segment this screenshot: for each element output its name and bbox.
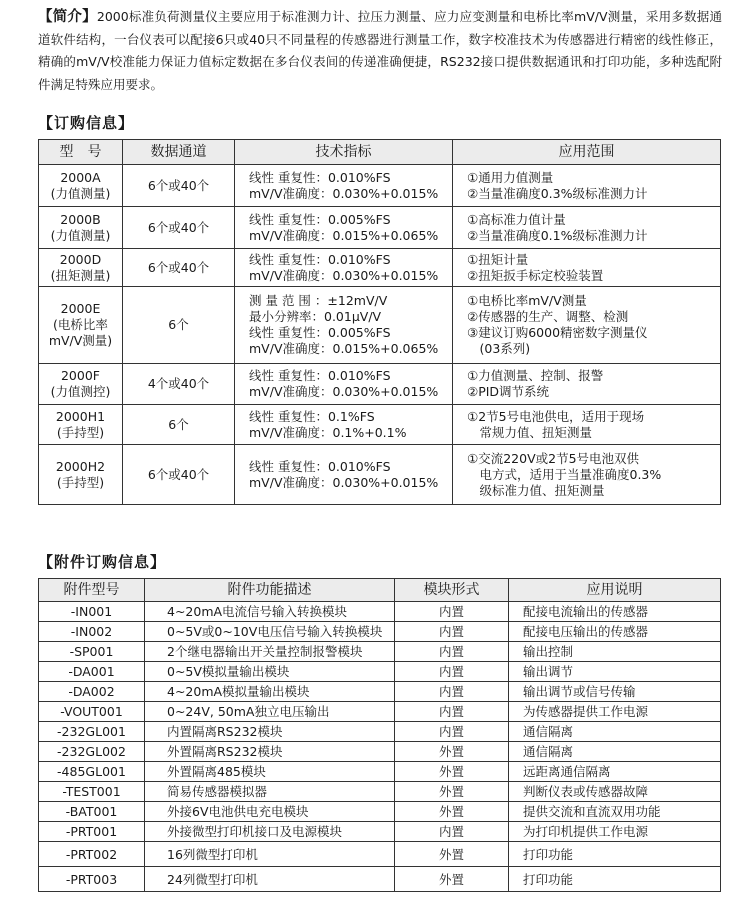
accessory-model-cell: -IN002 — [39, 622, 145, 642]
accessory-desc-cell: 外置隔离RS232模块 — [145, 742, 395, 762]
order-row — [39, 165, 721, 207]
usage-cell: 输出调节 — [509, 662, 721, 682]
spec-cell — [235, 165, 453, 207]
model-cell-line: (电桥比率 — [53, 317, 108, 332]
spec-cell — [235, 207, 453, 249]
header-accessory-model: 附件型号 — [39, 579, 145, 602]
module-form-cell: 内置 — [395, 662, 509, 682]
channels-cell: 6个或40个 — [123, 165, 235, 207]
spec-cell-line: 线性 重复性：0.1%FS — [249, 408, 375, 424]
application-cell — [453, 405, 721, 445]
order-table — [38, 139, 721, 505]
model-cell-line: 2000B — [60, 211, 101, 227]
model-cell — [39, 364, 123, 405]
header-accessory-desc: 附件功能描述 — [145, 579, 395, 602]
module-form-cell: 内置 — [395, 822, 509, 842]
module-form-cell: 内置 — [395, 622, 509, 642]
accessory-desc-cell: 0~5V模拟量输出模块 — [145, 662, 395, 682]
spec-cell-line: 线性 重复性：0.005%FS — [249, 325, 391, 340]
spec-cell-line: mV/V准确度：0.030%+0.015% — [249, 267, 439, 283]
spec-cell-line: 线性 重复性：0.010%FS — [249, 169, 391, 185]
accessory-desc-cell: 外置隔离485模块 — [145, 762, 395, 782]
model-cell-line: mV/V测量) — [48, 333, 113, 348]
usage-cell: 为传感器提供工作电源 — [509, 702, 721, 722]
spec-cell-line: 测 量 范 围 ：±12mV/V — [249, 293, 388, 308]
model-cell-line: (力值测控) — [50, 384, 111, 399]
spec-cell — [235, 249, 453, 287]
accessory-model-cell: -232GL001 — [39, 722, 145, 742]
accessory-model-cell: -VOUT001 — [39, 702, 145, 722]
application-cell-line: ②当量准确度0.3%级标准测力计 — [467, 185, 648, 201]
accessory-row — [39, 822, 721, 842]
order-row — [39, 287, 721, 364]
accessory-desc-cell: 0~24V, 50mA独立电压输出 — [145, 702, 395, 722]
model-cell-line: 2000F — [60, 368, 100, 383]
application-cell-line: ①高标准力值计量 — [467, 211, 566, 227]
accessory-section-title: 【附件订购信息】 — [38, 553, 167, 571]
header-spec: 技术指标 — [235, 140, 453, 165]
accessory-desc-cell: 16列微型打印机 — [145, 842, 395, 867]
accessory-model-cell: -PRT001 — [39, 822, 145, 842]
intro-paragraph — [38, 6, 722, 96]
accessory-table — [38, 578, 721, 892]
order-section-title: 【订购信息】 — [38, 114, 135, 132]
model-cell-line: 2000H1 — [55, 408, 106, 424]
accessory-row — [39, 867, 721, 892]
usage-cell: 配接电压输出的传感器 — [509, 622, 721, 642]
spec-cell — [235, 364, 453, 405]
header-usage: 应用说明 — [509, 579, 721, 602]
module-form-cell: 内置 — [395, 602, 509, 622]
model-cell-line: (手持型) — [56, 424, 105, 440]
header-module-form: 模块形式 — [395, 579, 509, 602]
accessory-header-row — [39, 579, 721, 602]
accessory-model-cell: -IN001 — [39, 602, 145, 622]
module-form-cell: 内置 — [395, 682, 509, 702]
spec-cell-line: mV/V准确度：0.030%+0.015% — [249, 185, 439, 201]
intro-tag: 【简介】 — [38, 9, 97, 25]
model-cell-line: 2000A — [60, 169, 101, 185]
accessory-desc-cell: 0~5V或0~10V电压信号输入转换模块 — [145, 622, 395, 642]
application-cell-line: 常规力值、扭矩测量 — [467, 424, 593, 440]
accessory-desc-cell: 24列微型打印机 — [145, 867, 395, 892]
model-cell-line: 2000E — [60, 301, 101, 316]
spec-cell-line: 最小分辨率：0.01μV/V — [249, 309, 382, 324]
accessory-desc-cell: 4~20mA电流信号输入转换模块 — [145, 602, 395, 622]
usage-cell: 输出控制 — [509, 642, 721, 662]
usage-cell: 判断仪表或传感器故障 — [509, 782, 721, 802]
application-cell-line: ③建议订购6000精密数字测量仪 — [467, 325, 648, 340]
usage-cell: 配接电流输出的传感器 — [509, 602, 721, 622]
order-row — [39, 445, 721, 505]
order-row — [39, 207, 721, 249]
module-form-cell: 外置 — [395, 867, 509, 892]
application-cell-line: ①通用力值测量 — [467, 169, 554, 185]
accessory-model-cell: -485GL001 — [39, 762, 145, 782]
accessory-desc-cell: 外接微型打印机接口及电源模块 — [145, 822, 395, 842]
header-application: 应用范围 — [453, 140, 721, 165]
application-cell-line: ①2节5号电池供电，适用于现场 — [467, 408, 645, 424]
order-row — [39, 249, 721, 287]
usage-cell: 为打印机提供工作电源 — [509, 822, 721, 842]
application-cell — [453, 287, 721, 364]
usage-cell: 远距离通信隔离 — [509, 762, 721, 782]
application-cell — [453, 249, 721, 287]
accessory-row — [39, 662, 721, 682]
spec-cell-line: 线性 重复性：0.010%FS — [249, 458, 391, 474]
order-header-row — [39, 140, 721, 165]
order-row — [39, 364, 721, 405]
module-form-cell: 外置 — [395, 742, 509, 762]
accessory-row — [39, 802, 721, 822]
application-cell-line: 电方式，适用于当量准确度0.3% — [467, 466, 662, 482]
accessory-row — [39, 702, 721, 722]
application-cell-line: ①扭矩计量 — [467, 251, 529, 267]
accessory-desc-cell: 2个继电器输出开关量控制报警模块 — [145, 642, 395, 662]
accessory-model-cell: -TEST001 — [39, 782, 145, 802]
accessory-desc-cell: 外接6V电池供电充电模块 — [145, 802, 395, 822]
application-cell-line: ①交流220V或2节5号电池双供 — [467, 450, 640, 466]
module-form-cell: 内置 — [395, 702, 509, 722]
module-form-cell: 外置 — [395, 782, 509, 802]
application-cell-line: ②扭矩扳手标定校验装置 — [467, 267, 604, 283]
accessory-model-cell: -232GL002 — [39, 742, 145, 762]
intro-text: 2000标准负荷测量仪主要应用于标准测力计、拉压力测量、应力应变测量和电桥比率mV/V测量，采用多数据通道软件结构，一台仪表可以配接6只或40只不同量程的传感器进行测量工作，数字校准技术为传感器进行精密的线性修正，精确的mV/V校准能力保证力值标定数据在多台仪表间的传递准确便捷，RS232接口提供数据通讯和打印功能，多种选配附件满足特殊应用要求。 — [38, 9, 722, 92]
channels-cell: 6个或40个 — [123, 207, 235, 249]
accessory-desc-cell: 内置隔离RS232模块 — [145, 722, 395, 742]
accessory-row — [39, 742, 721, 762]
usage-cell: 输出调节或信号传输 — [509, 682, 721, 702]
accessory-model-cell: -PRT003 — [39, 867, 145, 892]
spec-cell-line: 线性 重复性：0.010%FS — [249, 368, 391, 383]
accessory-row — [39, 762, 721, 782]
accessory-row — [39, 642, 721, 662]
application-cell-line: ①力值测量、控制、报警 — [467, 368, 604, 383]
application-cell — [453, 207, 721, 249]
module-form-cell: 外置 — [395, 842, 509, 867]
model-cell — [39, 165, 123, 207]
model-cell — [39, 445, 123, 505]
accessory-row — [39, 782, 721, 802]
application-cell — [453, 165, 721, 207]
channels-cell: 6个 — [123, 287, 235, 364]
spec-cell-line: 线性 重复性：0.010%FS — [249, 251, 391, 267]
spec-cell-line: 线性 重复性：0.005%FS — [249, 211, 391, 227]
spec-cell-line: mV/V准确度：0.015%+0.065% — [249, 341, 439, 356]
application-cell-line: ②当量准确度0.1%级标准测力计 — [467, 227, 648, 243]
header-model: 型 号 — [39, 140, 123, 165]
accessory-model-cell: -SP001 — [39, 642, 145, 662]
model-cell-line: (力值测量) — [50, 227, 111, 243]
usage-cell: 打印功能 — [509, 842, 721, 867]
accessory-row — [39, 622, 721, 642]
model-cell-line: 2000H2 — [55, 458, 106, 474]
channels-cell: 6个或40个 — [123, 249, 235, 287]
usage-cell: 通信隔离 — [509, 742, 721, 762]
model-cell-line: (扭矩测量) — [50, 267, 111, 283]
model-cell — [39, 249, 123, 287]
application-cell-line: (03系列) — [467, 341, 531, 356]
spec-cell — [235, 405, 453, 445]
accessory-model-cell: -BAT001 — [39, 802, 145, 822]
model-cell — [39, 405, 123, 445]
model-cell-line: 2000D — [59, 251, 102, 267]
application-cell-line: ①电桥比率mV/V测量 — [467, 293, 587, 308]
accessory-desc-cell: 4~20mA模拟量输出模块 — [145, 682, 395, 702]
channels-cell: 6个或40个 — [123, 445, 235, 505]
spec-cell — [235, 445, 453, 505]
model-cell-line: (力值测量) — [50, 185, 111, 201]
usage-cell: 通信隔离 — [509, 722, 721, 742]
module-form-cell: 内置 — [395, 722, 509, 742]
accessory-row — [39, 602, 721, 622]
application-cell — [453, 445, 721, 505]
model-cell — [39, 207, 123, 249]
accessory-row — [39, 842, 721, 867]
channels-cell: 4个或40个 — [123, 364, 235, 405]
spec-cell-line: mV/V准确度：0.1%+0.1% — [249, 424, 407, 440]
header-channels: 数据通道 — [123, 140, 235, 165]
module-form-cell: 外置 — [395, 802, 509, 822]
usage-cell: 提供交流和直流双用功能 — [509, 802, 721, 822]
application-cell — [453, 364, 721, 405]
accessory-row — [39, 682, 721, 702]
application-cell-line: 级标准力值、扭矩测量 — [467, 482, 605, 498]
module-form-cell: 外置 — [395, 762, 509, 782]
module-form-cell: 内置 — [395, 642, 509, 662]
accessory-row — [39, 722, 721, 742]
channels-cell: 6个 — [123, 405, 235, 445]
model-cell-line: (手持型) — [56, 474, 105, 490]
application-cell-line: ②PID调节系统 — [467, 384, 550, 399]
application-cell-line: ②传感器的生产、调整、检测 — [467, 309, 629, 324]
spec-cell-line: mV/V准确度：0.030%+0.015% — [249, 384, 439, 399]
accessory-model-cell: -DA002 — [39, 682, 145, 702]
spec-cell-line: mV/V准确度：0.030%+0.015% — [249, 474, 439, 490]
order-row — [39, 405, 721, 445]
spec-cell — [235, 287, 453, 364]
accessory-model-cell: -DA001 — [39, 662, 145, 682]
model-cell — [39, 287, 123, 364]
usage-cell: 打印功能 — [509, 867, 721, 892]
accessory-desc-cell: 简易传感器模拟器 — [145, 782, 395, 802]
spec-cell-line: mV/V准确度：0.015%+0.065% — [249, 227, 439, 243]
accessory-model-cell: -PRT002 — [39, 842, 145, 867]
